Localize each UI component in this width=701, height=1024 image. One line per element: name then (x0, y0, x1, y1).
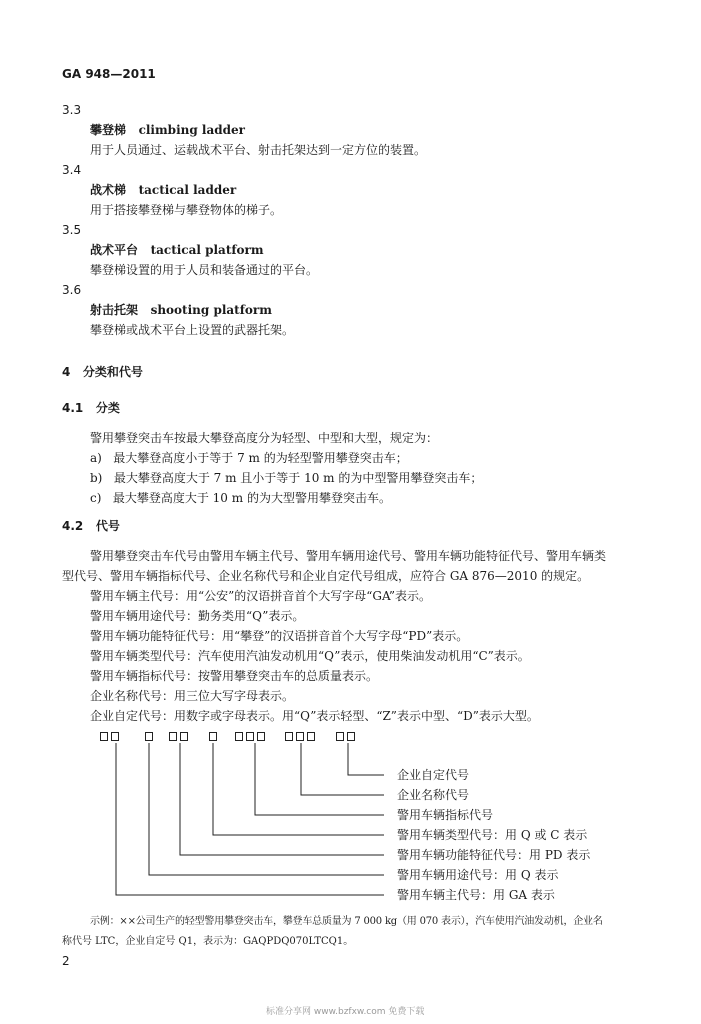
watermark-text: 标准分享网 www.bzfxw.com 免费下载 (266, 1007, 425, 1017)
diagram-label: 警用车辆类型代号：用 Q 或 C 表示 (397, 828, 588, 842)
leader-line (348, 743, 384, 775)
list-text: 最大攀登高度小于等于 7 m 的为轻型警用攀登突击车； (113, 451, 408, 465)
term-en: climbing ladder (138, 123, 245, 137)
subsection-title: 分类 (95, 401, 120, 415)
leader-line (213, 743, 384, 835)
term-zh: 战术平台 (90, 243, 139, 257)
paragraph: 警用攀登突击车按最大攀登高度分为轻型、中型和大型，规定为： (90, 431, 439, 445)
code-line: 警用车辆指标代号：按警用攀登突击车的总质量表示。 (90, 669, 379, 683)
page-number: 2 (62, 954, 70, 968)
paragraph-line: 警用攀登突击车代号由警用车辆主代号、警用车辆用途代号、警用车辆功能特征代号、警用车辆类 (90, 549, 607, 563)
term-number: 3.3 (62, 103, 82, 117)
diagram-label: 企业自定代号 (397, 768, 470, 782)
list-marker: b) (90, 471, 103, 485)
list-marker: c) (90, 491, 102, 505)
leader-line (180, 743, 384, 855)
term-definition: 攀登梯或战术平台上设置的武器托架。 (90, 323, 295, 337)
term-definition: 用于人员通过、运载战术平台、射击托架达到一定方位的装置。 (90, 143, 427, 157)
subsection-title: 代号 (95, 519, 120, 533)
term-definition: 用于搭接攀登梯与攀登物体的梯子。 (90, 203, 283, 217)
diagram-label: 警用车辆用途代号：用 Q 表示 (397, 868, 559, 882)
term-en: tactical platform (150, 243, 264, 257)
diagram-label: 警用车辆指标代号 (397, 808, 494, 822)
section-title: 分类和代号 (82, 365, 143, 379)
leader-line (301, 743, 384, 795)
list-text: 最大攀登高度大于 10 m 的为大型警用攀登突击车。 (112, 491, 391, 505)
standard-number: GA 948—2011 (62, 67, 156, 81)
code-line: 警用车辆功能特征代号：用“攀登”的汉语拼音首个大写字母“PD”表示。 (90, 629, 469, 643)
diagram-label: 企业名称代号 (397, 788, 470, 802)
paragraph-line: 型代号、警用车辆指标代号、企业名称代号和企业自定代号组成，应符合 GA 876—2010 的规定。 (62, 569, 590, 583)
subsection-number: 4.2 (62, 519, 84, 533)
leader-line (255, 743, 384, 815)
term-en: tactical ladder (138, 183, 237, 197)
example-line: 示例：××公司生产的轻型警用攀登突击车，攀登车总质量为 7 000 kg（用 070 表示），汽车使用汽油发动机，企业名 (90, 916, 603, 927)
term-definition: 攀登梯设置的用于人员和装备通过的平台。 (90, 263, 319, 277)
diagram-label: 警用车辆功能特征代号：用 PD 表示 (397, 848, 591, 862)
section-number: 4 (62, 365, 71, 379)
term-number: 3.4 (62, 163, 82, 177)
diagram-label: 警用车辆主代号：用 GA 表示 (397, 888, 555, 902)
term-number: 3.5 (62, 223, 82, 237)
list-marker: a) (90, 451, 102, 465)
code-line: 警用车辆类型代号：汽车使用汽油发动机用“Q”表示，使用柴油发动机用“C”表示。 (90, 649, 530, 663)
term-zh: 战术梯 (90, 183, 127, 197)
subsection-number: 4.1 (62, 401, 84, 415)
code-line: 警用车辆主代号：用“公安”的汉语拼音首个大写字母“GA”表示。 (90, 589, 432, 603)
code-line: 企业自定代号：用数字或字母表示。用“Q”表示轻型、“Z”表示中型、“D”表示大型。 (90, 709, 539, 723)
code-line: 企业名称代号：用三位大写字母表示。 (90, 689, 295, 703)
term-en: shooting platform (150, 303, 272, 317)
example-line: 称代号 LTC，企业自定号 Q1，表示为：GAQPDQ070LTCQ1。 (62, 936, 354, 947)
term-number: 3.6 (62, 283, 82, 297)
term-zh: 攀登梯 (90, 123, 127, 137)
leader-line (116, 743, 384, 895)
code-line: 警用车辆用途代号：勤务类用“Q”表示。 (90, 609, 305, 623)
term-zh: 射击托架 (90, 303, 139, 317)
list-text: 最大攀登高度大于 7 m 且小于等于 10 m 的为中型警用攀登突击车； (113, 471, 483, 485)
